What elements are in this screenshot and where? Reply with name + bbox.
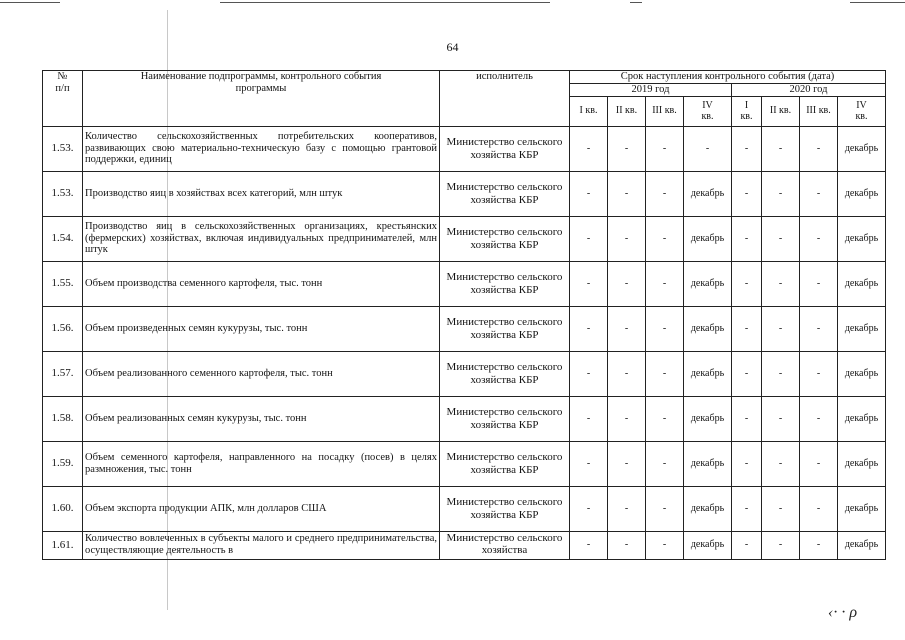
executor: Министерство сельского хозяйства КБР xyxy=(440,216,570,261)
quarter-deadline: декабрь xyxy=(838,261,886,306)
quarter-deadline: - xyxy=(646,351,684,396)
quarter-deadline: декабрь xyxy=(684,351,732,396)
quarter-deadline: - xyxy=(570,126,608,171)
table-row xyxy=(43,441,886,486)
quarter-deadline: декабрь xyxy=(684,216,732,261)
event-name: Объем производства семенного картофеля, тыс. тонн xyxy=(83,261,440,306)
event-name: Объем реализованного семенного картофеля, тыс. тонн xyxy=(83,351,440,396)
quarter-deadline: - xyxy=(608,531,646,559)
quarter-deadline: - xyxy=(732,261,762,306)
quarter-deadline: - xyxy=(570,306,608,351)
quarter-deadline: декабрь xyxy=(684,486,732,531)
quarter-header: II кв. xyxy=(608,96,646,126)
quarter-deadline: - xyxy=(570,396,608,441)
page-number: 64 xyxy=(446,40,459,54)
quarter-deadline: - xyxy=(732,171,762,216)
col-num-header: № п/п xyxy=(43,71,83,127)
quarter-deadline: - xyxy=(732,441,762,486)
quarter-deadline: - xyxy=(646,171,684,216)
event-name: Производство яиц в хозяйствах всех категорий, млн штук xyxy=(83,171,440,216)
quarter-deadline: декабрь xyxy=(838,486,886,531)
quarter-deadline: - xyxy=(800,531,838,559)
quarter-deadline: - xyxy=(732,216,762,261)
row-number: 1.59. xyxy=(43,441,83,486)
table-row xyxy=(43,306,886,351)
quarter-deadline: - xyxy=(570,171,608,216)
table-row xyxy=(43,126,886,171)
quarter-deadline: - xyxy=(732,306,762,351)
quarter-deadline: - xyxy=(762,531,800,559)
quarter-deadline: - xyxy=(608,306,646,351)
row-number: 1.57. xyxy=(43,351,83,396)
quarter-deadline: декабрь xyxy=(838,441,886,486)
quarter-deadline: декабрь xyxy=(684,171,732,216)
quarter-deadline: - xyxy=(646,306,684,351)
quarter-deadline: - xyxy=(570,261,608,306)
table-row xyxy=(43,216,886,261)
quarter-deadline: декабрь xyxy=(838,306,886,351)
quarter-deadline: - xyxy=(646,216,684,261)
quarter-deadline: декабрь xyxy=(838,531,886,559)
quarter-deadline: - xyxy=(762,261,800,306)
table-row xyxy=(43,351,886,396)
quarter-deadline: - xyxy=(762,396,800,441)
quarter-deadline: декабрь xyxy=(684,441,732,486)
row-number: 1.53. xyxy=(43,171,83,216)
col-executor-header: исполнитель xyxy=(440,71,570,127)
year-header: 2020 год xyxy=(732,83,886,96)
table-body xyxy=(43,126,886,559)
quarter-deadline: - xyxy=(762,486,800,531)
quarter-deadline: декабрь xyxy=(838,171,886,216)
quarter-deadline: декабрь xyxy=(838,216,886,261)
row-number: 1.56. xyxy=(43,306,83,351)
event-name: Производство яиц в сельскохозяйственных организациях, крестьянских (фермерских) хозяйствах, включая индивидуальных предпринимателей, млн штук xyxy=(83,216,440,261)
quarter-deadline: - xyxy=(800,216,838,261)
quarter-deadline: - xyxy=(608,486,646,531)
quarter-deadline: - xyxy=(732,351,762,396)
executor: Министерство сельского хозяйства КБР xyxy=(440,441,570,486)
row-number: 1.61. xyxy=(43,531,83,559)
row-number: 1.54. xyxy=(43,216,83,261)
quarter-deadline: декабрь xyxy=(684,261,732,306)
quarter-header: II кв. xyxy=(762,96,800,126)
quarter-deadline: - xyxy=(646,396,684,441)
quarter-deadline: - xyxy=(762,126,800,171)
quarter-deadline: декабрь xyxy=(684,306,732,351)
quarter-header: IV кв. xyxy=(684,96,732,126)
quarter-deadline: - xyxy=(800,486,838,531)
executor: Министерство сельского хозяйства КБР xyxy=(440,396,570,441)
quarter-deadline: - xyxy=(646,126,684,171)
quarter-deadline: - xyxy=(762,306,800,351)
executor: Министерство сельского хозяйства КБР xyxy=(440,486,570,531)
row-number: 1.58. xyxy=(43,396,83,441)
scan-edge-line xyxy=(220,2,550,3)
executor: Министерство сельского хозяйства КБР xyxy=(440,261,570,306)
quarter-deadline: - xyxy=(570,216,608,261)
quarter-deadline: - xyxy=(608,126,646,171)
col-deadline-header: Срок наступления контрольного события (дата) xyxy=(570,71,886,84)
quarter-deadline: - xyxy=(646,441,684,486)
executor: Министерство сельского хозяйства КБР xyxy=(440,126,570,171)
quarter-header: III кв. xyxy=(646,96,684,126)
executor: Министерство сельского хозяйства КБР xyxy=(440,306,570,351)
scan-edge-line xyxy=(630,2,642,3)
quarter-deadline: - xyxy=(762,216,800,261)
quarter-deadline: - xyxy=(800,171,838,216)
quarter-deadline: - xyxy=(608,171,646,216)
executor: Министерство сельского хозяйства xyxy=(440,531,570,559)
quarter-deadline: - xyxy=(762,351,800,396)
quarter-deadline: декабрь xyxy=(838,126,886,171)
quarter-deadline: - xyxy=(800,261,838,306)
quarter-header: I кв. xyxy=(732,96,762,126)
quarter-deadline: - xyxy=(732,126,762,171)
quarter-deadline: - xyxy=(762,441,800,486)
quarter-deadline: - xyxy=(608,216,646,261)
quarter-header: III кв. xyxy=(800,96,838,126)
table-row xyxy=(43,261,886,306)
row-number: 1.53. xyxy=(43,126,83,171)
quarter-deadline: - xyxy=(608,441,646,486)
quarter-deadline: - xyxy=(800,441,838,486)
table-row xyxy=(43,171,886,216)
quarter-deadline: - xyxy=(800,396,838,441)
event-name: Объем произведенных семян кукурузы, тыс. тонн xyxy=(83,306,440,351)
quarter-deadline: - xyxy=(570,351,608,396)
executor: Министерство сельского хозяйства КБР xyxy=(440,171,570,216)
quarter-deadline: декабрь xyxy=(838,351,886,396)
col-name-header: Наименование подпрограммы, контрольного события программы xyxy=(83,71,440,127)
event-name: Количество вовлеченных в субъекты малого и среднего предпринимательства, осуществляющие деятельность в xyxy=(83,531,440,559)
table-row xyxy=(43,486,886,531)
quarter-deadline: - xyxy=(684,126,732,171)
year-header: 2019 год xyxy=(570,83,732,96)
quarter-deadline: - xyxy=(646,261,684,306)
quarter-deadline: - xyxy=(800,126,838,171)
header-row xyxy=(43,71,886,84)
quarter-header: IV кв. xyxy=(838,96,886,126)
quarter-deadline: декабрь xyxy=(838,396,886,441)
quarter-deadline: - xyxy=(570,531,608,559)
quarter-deadline: - xyxy=(608,351,646,396)
quarter-deadline: - xyxy=(570,441,608,486)
row-number: 1.55. xyxy=(43,261,83,306)
quarter-header: I кв. xyxy=(570,96,608,126)
quarter-deadline: - xyxy=(732,486,762,531)
event-name: Количество сельскохозяйственных потребительских кооперативов, развивающих свою материально-техническую базу с помощью грантовой поддержки, единиц xyxy=(83,126,440,171)
handwritten-marks: ‹· · ρ xyxy=(828,604,858,621)
event-name: Объем реализованных семян кукурузы, тыс. тонн xyxy=(83,396,440,441)
quarter-deadline: декабрь xyxy=(684,531,732,559)
quarter-deadline: декабрь xyxy=(684,396,732,441)
quarter-deadline: - xyxy=(762,171,800,216)
row-number: 1.60. xyxy=(43,486,83,531)
executor: Министерство сельского хозяйства КБР xyxy=(440,351,570,396)
scan-edge-line xyxy=(0,2,60,3)
quarter-deadline: - xyxy=(800,351,838,396)
quarter-deadline: - xyxy=(570,486,608,531)
quarter-deadline: - xyxy=(608,261,646,306)
quarter-deadline: - xyxy=(800,306,838,351)
table-row xyxy=(43,531,886,559)
table-row xyxy=(43,396,886,441)
quarter-deadline: - xyxy=(732,396,762,441)
quarter-deadline: - xyxy=(732,531,762,559)
event-name: Объем семенного картофеля, направленного на посадку (посев) в целях размножения, тыс. тонн xyxy=(83,441,440,486)
event-name: Объем экспорта продукции АПК, млн долларов США xyxy=(83,486,440,531)
control-events-table xyxy=(42,70,886,560)
quarter-deadline: - xyxy=(646,486,684,531)
scan-edge-line xyxy=(850,2,905,3)
quarter-deadline: - xyxy=(646,531,684,559)
quarter-deadline: - xyxy=(608,396,646,441)
